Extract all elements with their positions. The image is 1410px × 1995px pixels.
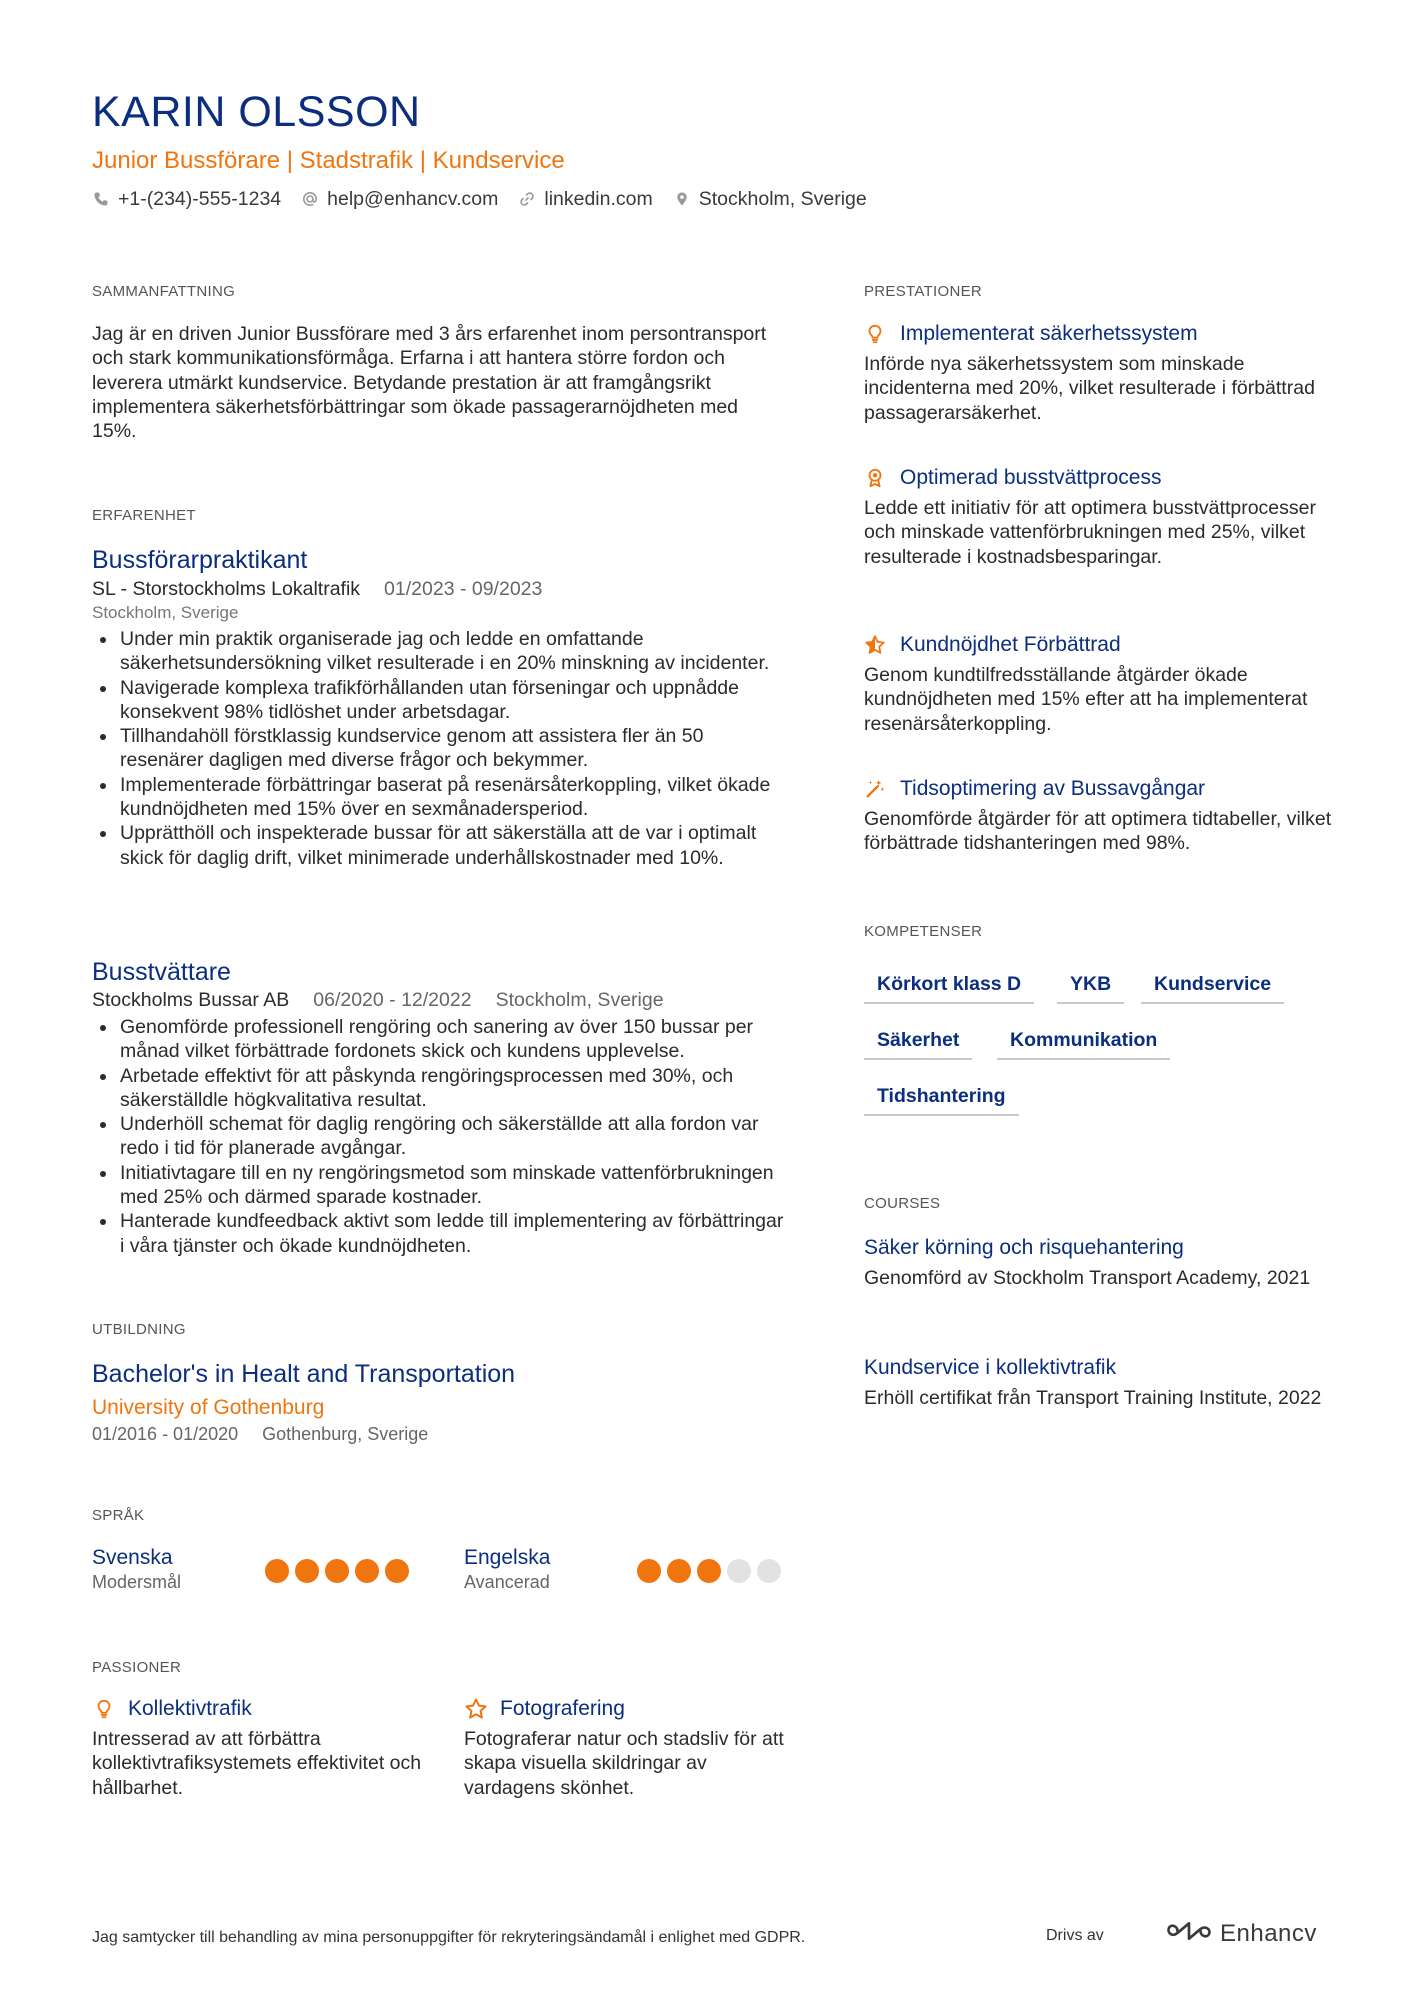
achievement-text: Genomförde åtgärder för att optimera tidtabeller, vilket förbättrade tidshanteringen med 98%.: [864, 808, 1332, 855]
passion-text: Fotograferar natur och stadsliv för att skapa visuella skildringar av vardagens skönhet.: [464, 1728, 784, 1799]
job-location: Stockholm, Sverige: [495, 989, 664, 1011]
link-icon: [518, 190, 536, 208]
passion-text: Intresserad av att förbättra kollektivtrafiksystemets effektivitet och hållbarhet.: [92, 1728, 422, 1799]
phone-text: +1-(234)-555-1234: [118, 188, 282, 210]
rating-dot-filled: [355, 1559, 379, 1583]
passion-title: Fotografering: [500, 1697, 625, 1720]
contact-phone: [92, 186, 281, 212]
job-bullets: [92, 1015, 792, 1258]
job-meta: [92, 577, 542, 602]
brand-name: Enhancv: [1220, 1919, 1317, 1947]
job-bullet: Implementerade förbättringar baserat på resenärsåterkoppling, vilket ökade kundnöjdheten med 15% över en sexmånadersperiod.: [92, 773, 792, 822]
contact-linkedin[interactable]: [518, 186, 652, 212]
experience-title: ERFARENHET: [92, 507, 196, 524]
education-location: Gothenburg, Sverige: [262, 1424, 429, 1444]
award-icon: [864, 467, 886, 489]
language-item: [464, 1545, 824, 1595]
lightbulb-icon: [864, 323, 886, 345]
job-dates: 06/2020 - 12/2022: [313, 989, 472, 1011]
linkedin-link[interactable]: linkedin.com: [544, 188, 653, 210]
job-bullet: Underhöll schemat för daglig rengöring och säkerställde att alla fordon var redo i tid för planerade avgångar.: [92, 1112, 792, 1161]
enhancv-logo-icon: [1166, 1918, 1212, 1949]
contact-bar: [92, 186, 887, 212]
passions-title: PASSIONER: [92, 1659, 182, 1676]
language-rating: [637, 1559, 787, 1583]
rating-dot-empty: [757, 1559, 781, 1583]
contact-email[interactable]: [301, 186, 498, 212]
languages-title: SPRÅK: [92, 1507, 145, 1524]
summary-text: Jag är en driven Junior Bussförare med 3 års erfarenhet inom persontransport och stark kommunikationsförmåga. Erfarna i att hantera större fordon och leverera utmärkt kundservice. Betydande prestation är att framgångsrikt implementera säkerhetsförbättringar som ökade passagerarnöjdheten med 15%.: [92, 323, 767, 443]
achievement-text: Införde nya säkerhetssystem som minskade incidenterna med 20%, vilket resulterade i förbättrad passagerarsäkerhet.: [864, 353, 1315, 424]
job-company: SL - Storstockholms Lokaltrafik: [92, 578, 361, 600]
language-level: Modersmål: [92, 1572, 182, 1592]
language-name: Svenska: [92, 1546, 173, 1569]
course-text: Genomförd av Stockholm Transport Academy, 2021: [864, 1267, 1311, 1289]
job-bullet: Under min praktik organiserade jag och ledde en omfattande säkerhetsundersökning vilket resulterade i en 20% minskning av incidenter.: [92, 627, 792, 676]
job-bullet: Genomförde professionell rengöring och sanering av över 150 bussar per månad vilket förbättrade fordonets skick och kundens upplevelse.: [92, 1015, 792, 1064]
job-dates: 01/2023 - 09/2023: [384, 578, 543, 600]
achievement-item: [864, 464, 1334, 569]
language-name: Engelska: [464, 1546, 551, 1569]
brand-logo[interactable]: [1166, 1918, 1317, 1949]
language-rating: [265, 1559, 415, 1583]
wand-icon: [864, 778, 886, 800]
job-bullet: Initiativtagare till en ny rengöringsmetod som minskade vattenförbrukningen med 25% och därmed sparade kostnader.: [92, 1161, 792, 1210]
skill-tag: Körkort klass D: [864, 971, 1034, 1004]
education-title: UTBILDNING: [92, 1321, 186, 1338]
course-title: Kundservice i kollektivtrafik: [864, 1356, 1117, 1379]
gdpr-consent: Jag samtycker till behandling av mina personuppgifter för rekryteringsändamål i enlighet med GDPR.: [92, 1929, 806, 1946]
star-icon: [464, 1697, 488, 1721]
job-bullet: Navigerade komplexa trafikförhållanden utan förseningar och uppnådde konsekvent 98% tidlöshet under arbetsdagar.: [92, 676, 792, 725]
skill-tag: Säkerhet: [864, 1027, 972, 1060]
contact-location: [673, 186, 867, 212]
skill-tag: YKB: [1057, 971, 1124, 1004]
location-text: Stockholm, Sverige: [698, 188, 867, 210]
passion-item: [464, 1695, 794, 1800]
email-link[interactable]: help@enhancv.com: [327, 188, 499, 210]
headline: Junior Bussförare | Stadstrafik | Kundservice: [92, 147, 565, 174]
rating-dot-filled: [637, 1559, 661, 1583]
course-title: Säker körning och risquehantering: [864, 1236, 1184, 1259]
job-bullet: Tillhandahöll förstklassig kundservice genom att assistera fler än 50 resenärer dagligen med diverse frågor och bekymmer.: [92, 724, 792, 773]
job-location: Stockholm, Sverige: [92, 603, 239, 622]
skill-tag: Kundservice: [1141, 971, 1284, 1004]
job-meta: [92, 988, 664, 1013]
job-company: Stockholms Bussar AB: [92, 989, 290, 1011]
course-text: Erhöll certifikat från Transport Training Institute, 2022: [864, 1387, 1322, 1409]
rating-dot-filled: [697, 1559, 721, 1583]
skills-title: KOMPETENSER: [864, 923, 983, 940]
education-meta: [92, 1422, 428, 1446]
achievement-item: [864, 320, 1334, 425]
skill-tag: Tidshantering: [864, 1083, 1019, 1116]
lightbulb-icon: [92, 1697, 116, 1721]
language-level: Avancerad: [464, 1572, 550, 1592]
achievement-title: Tidsoptimering av Bussavgångar: [900, 777, 1206, 800]
job-bullet: Hanterade kundfeedback aktivt som ledde till implementering av förbättringar i våra tjänster och ökade kundnöjdheten.: [92, 1209, 792, 1258]
achievement-item: [864, 775, 1334, 856]
rating-dot-filled: [265, 1559, 289, 1583]
job-title: Busstvättare: [92, 958, 231, 986]
rating-dot-empty: [727, 1559, 751, 1583]
at-icon: [301, 190, 319, 208]
achievement-text: Ledde ett initiativ för att optimera busstvättprocesser och minskade vattenförbrukningen med 25%, vilket resulterade i kostnadsbesparingar.: [864, 497, 1316, 568]
passion-title: Kollektivtrafik: [128, 1697, 252, 1720]
rating-dot-filled: [325, 1559, 349, 1583]
courses-title: COURSES: [864, 1195, 941, 1212]
education-degree: Bachelor's in Healt and Transportation: [92, 1360, 516, 1388]
phone-icon: [92, 190, 110, 208]
rating-dot-filled: [667, 1559, 691, 1583]
education-dates: 01/2016 - 01/2020: [92, 1424, 239, 1444]
achievements-title: PRESTATIONER: [864, 283, 983, 300]
job-bullets: [92, 627, 792, 870]
rating-dot-filled: [385, 1559, 409, 1583]
job-bullet: Upprätthöll och inspekterade bussar för att säkerställa att de var i optimalt skick för daglig drift, vilket minimerade underhållskostnader med 10%.: [92, 821, 792, 870]
education-school: University of Gothenburg: [92, 1396, 325, 1419]
skill-tag: Kommunikation: [997, 1027, 1170, 1060]
achievement-title: Implementerat säkerhetssystem: [900, 322, 1198, 345]
location-pin-icon: [673, 190, 691, 208]
job-bullet: Arbetade effektivt för att påskynda rengöringsprocessen med 30%, och säkerställdle högkvalitativa resultat.: [92, 1064, 792, 1113]
achievement-text: Genom kundtilfredsställande åtgärder ökade kundnöjdheten med 15% efter att ha implementerat resenärsåterkoppling.: [864, 664, 1308, 735]
star-icon: [864, 634, 886, 656]
job-title: Bussförarpraktikant: [92, 546, 308, 574]
candidate-name: KARIN OLSSON: [92, 88, 421, 136]
achievement-item: [864, 631, 1334, 736]
achievement-title: Optimerad busstvättprocess: [900, 466, 1162, 489]
language-item: [92, 1545, 452, 1595]
summary-title: SAMMANFATTNING: [92, 283, 236, 300]
powered-by-label: Drivs av: [1046, 1927, 1104, 1944]
rating-dot-filled: [295, 1559, 319, 1583]
achievement-title: Kundnöjdhet Förbättrad: [900, 633, 1121, 656]
passion-item: [92, 1695, 422, 1800]
